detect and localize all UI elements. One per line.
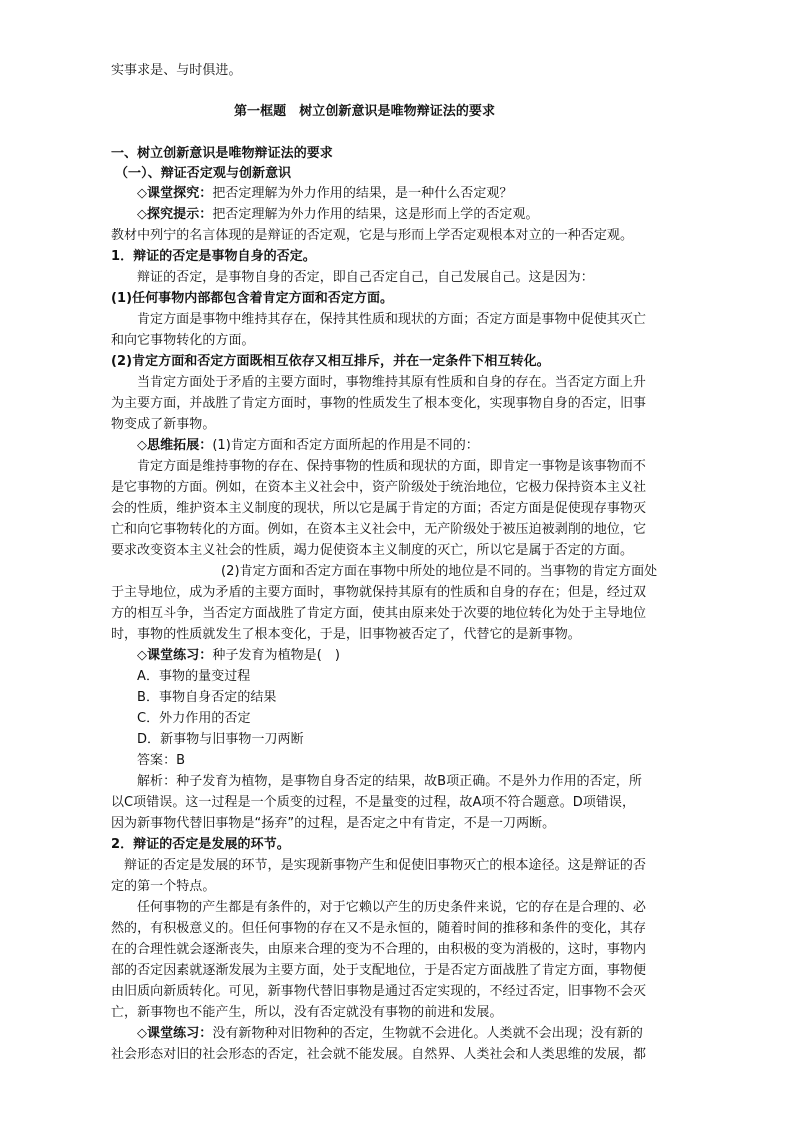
paragraph-line: C．外力作用的否定 (137, 711, 251, 726)
section-heading: (2)肯定方面和否定方面既相互依存又相互排斥，并在一定条件下相互转化。 (111, 354, 550, 369)
section-heading: （一）、辩证否定观与创新意识 (115, 166, 292, 181)
prompt-label: ◇思维拓展： (137, 438, 213, 453)
prompt-label: ◇课堂练习： (137, 648, 213, 663)
paragraph-line: 部的否定因素就逐渐发展为主要方面，处于支配地位，于是否定方面战胜了肯定方面，事物便 (111, 963, 647, 978)
paragraph-line: 教材中列宁的名言体现的是辩证的否定观，它是与形而上学否定观根本对立的一种否定观。 (111, 228, 634, 243)
section-heading: 2．辩证的否定是发展的环节。 (111, 837, 290, 852)
paragraph-line: 为主要方面，并战胜了肯定方面时，事物的性质发生了根本变化，实现事物自身的否定，旧事 (111, 396, 647, 411)
paragraph-line (137, 435, 686, 456)
prompt-text: 把否定理解为外力作用的结果，这是形而上学的否定观。 (212, 207, 539, 222)
section-heading: 一、树立创新意识是唯物辩证法的要求 (111, 146, 333, 161)
prompt-text: 把否定理解为外力作用的结果，是一种什么否定观？ (212, 186, 513, 201)
paragraph-line (137, 645, 686, 666)
prompt-text: (1)肯定方面和否定方面所起的作用是不同的： (212, 438, 479, 453)
paragraph-line: 亡，新事物也不能产生，所以，没有否定就没有事物的前进和发展。 (111, 1005, 503, 1020)
paragraph-line: 以C项错误。这一过程是一个质变的过程，不是量变的过程，故A项不符合题意。D项错误， (111, 795, 636, 810)
paragraph-line: 当肯定方面处于矛盾的主要方面时，事物维持其原有性质和自身的存在。当否定方面上升 (137, 375, 646, 390)
paragraph-line: 物变成了新事物。 (111, 417, 216, 432)
paragraph-line: 实事求是、与时俱进。 (111, 63, 242, 78)
paragraph-line: 和向它事物转化的方面。 (111, 333, 255, 348)
paragraph-line (137, 1023, 686, 1044)
paragraph-line: 于主导地位，成为矛盾的主要方面时，事物就保持其原有的性质和自身的存在；但是，经过双 (111, 585, 647, 600)
prompt-text: 种子发育为植物是( ) (212, 648, 341, 663)
paragraph-line: 肯定方面是事物中维持其存在，保持其性质和现状的方面；否定方面是事物中促使其灭亡 (137, 312, 646, 327)
paragraph-line: 在的合理性就会逐渐丧失，由原来合理的变为不合理的，由积极的变为消极的，这时，事物内 (111, 942, 647, 957)
paragraph-line: B．事物自身否定的结果 (137, 690, 277, 705)
paragraph-line: 辩证的否定是发展的环节，是实现新事物产生和促使旧事物灭亡的根本途径。这是辩证的否 (124, 858, 647, 873)
paragraph-line: (2)肯定方面和否定方面在事物中所处的地位是不同的。当事物的肯定方面处 (221, 564, 658, 579)
paragraph-line: 因为新事物代替旧事物是“扬弃”的过程，是否定之中有肯定，不是一刀两断。 (111, 816, 556, 831)
paragraph-line: D．新事物与旧事物一刀两断 (137, 732, 304, 747)
paragraph-line: 肯定方面是维持事物的存在、保持事物的性质和现状的方面，即肯定一事物是该事物而不 (137, 459, 646, 474)
paragraph-line: 答案：B (137, 753, 186, 768)
prompt-label: ◇课堂探究： (137, 186, 213, 201)
paragraph-line: 是它事物的方面。例如，在资本主义社会中，资产阶级处于统治地位，它极力保持资本主义社 (111, 480, 647, 495)
paragraph-line: 时，事物的性质就发生了根本变化，于是，旧事物被否定了，代替它的是新事物。 (111, 627, 581, 642)
paragraph-line: A．事物的量变过程 (137, 669, 251, 684)
paragraph-line: 会的性质，维护资本主义制度的现状，所以它是属于肯定的方面；否定方面是促使现存事物灭 (111, 501, 647, 516)
prompt-text: 没有新物种对旧物种的否定，生物就不会进化。人类就不会出现；没有新的 (212, 1026, 643, 1041)
paragraph-line: 辩证的否定，是事物自身的否定，即自己否定自己，自己发展自己。这是因为： (137, 270, 594, 285)
paragraph-line: 要求改变资本主义社会的性质，竭力促使资本主义制度的灭亡，所以它是属于否定的方面。 (111, 543, 634, 558)
paragraph-line: 解析：种子发育为植物，是事物自身否定的结果，故B项正确。不是外力作用的否定，所 (137, 774, 642, 789)
paragraph-line: 社会形态对旧的社会形态的否定，社会就不能发展。自然界、人类社会和人类思维的发展，都 (111, 1047, 647, 1062)
paragraph-line: 定的第一个特点。 (111, 879, 216, 894)
paragraph-line: 亡和向它事物转化的方面。例如，在资本主义社会中，无产阶级处于被压迫被剥削的地位，它 (111, 522, 647, 537)
section-heading: (1)任何事物内部都包含着肯定方面和否定方面。 (111, 291, 394, 306)
paragraph-line (137, 183, 686, 204)
prompt-label: ◇课堂练习： (137, 1026, 213, 1041)
paragraph-line (137, 204, 686, 225)
paragraph-line: 任何事物的产生都是有条件的，对于它赖以产生的历史条件来说，它的存在是合理的、必 (137, 900, 646, 915)
paragraph-line: 由旧质向新质转化。可见，新事物代替旧事物是通过否定实现的，不经过否定，旧事物不会灭 (111, 984, 647, 999)
section-heading: 第一框题 树立创新意识是唯物辩证法的要求 (234, 104, 496, 119)
prompt-label: ◇探究提示： (137, 207, 213, 222)
paragraph-line: 方的相互斗争，当否定方面战胜了肯定方面，使其由原来处于次要的地位转化为处于主导地位 (111, 606, 647, 621)
paragraph-line: 然的，有积极意义的。但任何事物的存在又不是永恒的，随着时间的推移和条件的变化，其存 (111, 921, 647, 936)
section-heading: 1．辩证的否定是事物自身的否定。 (111, 249, 316, 264)
